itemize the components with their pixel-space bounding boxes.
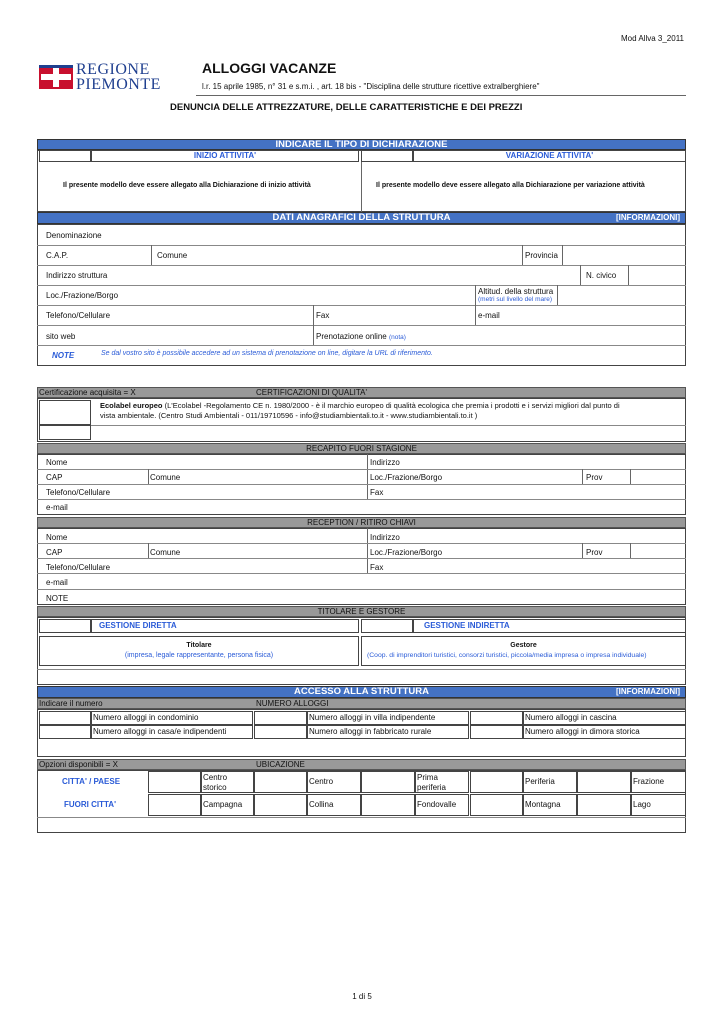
divider bbox=[37, 484, 686, 485]
divider bbox=[313, 305, 314, 325]
certificazioni-title: CERTIFICAZIONI DI QUALITA' bbox=[256, 388, 368, 397]
divider bbox=[37, 245, 686, 246]
note-text: Se dal vostro sito è possibile accedere ad un sistema di prenotazione on line, digitare la URL di riferimento. bbox=[101, 350, 433, 357]
info-link-accesso[interactable]: [INFORMAZIONI] bbox=[616, 687, 680, 696]
divider bbox=[557, 285, 558, 305]
divider bbox=[475, 305, 476, 325]
gestore-cell bbox=[361, 636, 686, 666]
inizio-checkbox[interactable] bbox=[39, 150, 91, 162]
divider bbox=[630, 543, 631, 558]
villa-label: Numero alloggi in villa indipendente bbox=[309, 713, 436, 722]
regione-piemonte-logo bbox=[39, 60, 161, 94]
logo-text-top: REGIONE bbox=[76, 61, 150, 78]
divider bbox=[37, 285, 686, 286]
altitudine-sub: (metri sul livello del mare) bbox=[478, 296, 553, 303]
recapito-comune: Comune bbox=[150, 473, 181, 482]
law-reference: l.r. 15 aprile 1985, n° 31 e s.m.i. , art. 18 bis - "Disciplina delle strutture ricettive extralberghiere" bbox=[202, 82, 540, 91]
section-header-anagrafici: DATI ANAGRAFICI DELLA STRUTTURA bbox=[37, 212, 686, 224]
reception-telefono: Telefono/Cellulare bbox=[46, 563, 111, 572]
reception-loc: Loc./Frazione/Borgo bbox=[370, 548, 443, 557]
recapito-email: e-mail bbox=[46, 503, 68, 512]
section-header-reception: RECEPTION / RITIRO CHIAVI bbox=[37, 517, 686, 528]
divider bbox=[37, 817, 686, 818]
titolare-cell bbox=[39, 636, 359, 666]
section-header-accesso: ACCESSO ALLA STRUTTURA bbox=[37, 686, 686, 698]
divider bbox=[148, 543, 149, 558]
divider bbox=[628, 265, 629, 285]
citta-label: CITTA' / PAESE bbox=[62, 777, 121, 786]
page-number: 1 di 5 bbox=[352, 992, 372, 1001]
condominio-input[interactable] bbox=[39, 711, 91, 725]
divider bbox=[196, 95, 686, 96]
divider bbox=[91, 425, 686, 426]
logo-text-bottom: PIEMONTE bbox=[76, 76, 161, 93]
ecolabel-checkbox[interactable] bbox=[39, 400, 91, 425]
cap-label: C.A.P. bbox=[46, 251, 69, 260]
provincia-label: Provincia bbox=[525, 251, 558, 260]
prenotazione-text: Prenotazione online bbox=[316, 332, 387, 341]
montagna-checkbox[interactable] bbox=[470, 794, 523, 816]
gestione-indiretta-checkbox[interactable] bbox=[361, 619, 413, 633]
divider bbox=[37, 558, 686, 559]
divider bbox=[37, 469, 686, 470]
titolare-label: Titolare bbox=[186, 642, 212, 649]
condominio-label: Numero alloggi in condominio bbox=[93, 713, 199, 722]
reception-email: e-mail bbox=[46, 578, 68, 587]
reception-cap: CAP bbox=[46, 548, 63, 557]
divider bbox=[37, 573, 686, 574]
fondovalle-label: Fondovalle bbox=[417, 800, 457, 809]
inizio-label: INIZIO ATTIVITA' bbox=[193, 151, 257, 160]
fabbricato-label: Numero alloggi in fabbricato rurale bbox=[309, 727, 432, 736]
dimora-input[interactable] bbox=[470, 725, 523, 739]
email-label: e-mail bbox=[478, 311, 500, 320]
reception-nome: Nome bbox=[46, 533, 68, 542]
subheader-numero-alloggi bbox=[37, 698, 686, 709]
info-link-anagrafici[interactable]: [INFORMAZIONI] bbox=[616, 213, 680, 222]
page-subtitle: DENUNCIA DELLE ATTREZZATURE, DELLE CARATTERISTICHE E DEI PREZZI bbox=[170, 102, 523, 113]
campagna-checkbox[interactable] bbox=[148, 794, 201, 816]
recapito-indirizzo: Indirizzo bbox=[370, 458, 400, 467]
piemonte-flag-icon bbox=[39, 65, 73, 89]
divider bbox=[37, 543, 686, 544]
note-inizio: Il presente modello deve essere allegato alla Dichiarazione di inizio attività bbox=[63, 182, 311, 189]
subheader-ubicazione bbox=[37, 759, 686, 770]
ecolabel-desc1: (L'Ecolabel -Regolamento CE n. 1980/2000 - è il marchio europeo di qualità ecologica che premia i prodotti e i servizi migliori dal punto di bbox=[162, 401, 620, 410]
centro-storico-label-2: storico bbox=[203, 783, 227, 792]
frazione-label: Frazione bbox=[633, 777, 665, 786]
nota-link[interactable]: (nota) bbox=[388, 334, 406, 341]
note-label: NOTE bbox=[52, 351, 75, 360]
prenotazione-label bbox=[316, 332, 406, 341]
recapito-nome: Nome bbox=[46, 458, 68, 467]
divider bbox=[37, 589, 686, 590]
altitudine-label: Altitud. della struttura bbox=[478, 287, 554, 296]
divider bbox=[37, 499, 686, 500]
variazione-label: VARIAZIONE ATTIVITA' bbox=[505, 151, 594, 160]
casa-input[interactable] bbox=[39, 725, 91, 739]
comune-label: Comune bbox=[157, 251, 188, 260]
gestione-indiretta-label: GESTIONE INDIRETTA bbox=[424, 621, 510, 630]
recapito-loc: Loc./Frazione/Borgo bbox=[370, 473, 443, 482]
divider bbox=[37, 305, 686, 306]
collina-checkbox[interactable] bbox=[254, 794, 307, 816]
opzioni-label: Opzioni disponibili = X bbox=[39, 760, 118, 769]
divider bbox=[630, 469, 631, 484]
recapito-cap: CAP bbox=[46, 473, 63, 482]
section-header-recapito: RECAPITO FUORI STAGIONE bbox=[37, 443, 686, 454]
casa-label: Numero alloggi in casa/e indipendenti bbox=[93, 727, 227, 736]
cascina-input[interactable] bbox=[470, 711, 523, 725]
reception-indirizzo: Indirizzo bbox=[370, 533, 400, 542]
lago-checkbox[interactable] bbox=[577, 794, 631, 816]
sito-label: sito web bbox=[46, 332, 76, 341]
frazione-checkbox[interactable] bbox=[577, 771, 631, 793]
campagna-label: Campagna bbox=[203, 800, 243, 809]
centro-storico-checkbox[interactable] bbox=[148, 771, 201, 793]
recapito-telefono: Telefono/Cellulare bbox=[46, 488, 111, 497]
cascina-label: Numero alloggi in cascina bbox=[525, 713, 617, 722]
gestore-label: Gestore bbox=[510, 642, 537, 649]
note-variazione: Il presente modello deve essere allegato alla Dichiarazione per variazione attività bbox=[376, 182, 645, 189]
variazione-checkbox[interactable] bbox=[361, 150, 413, 162]
divider bbox=[313, 325, 314, 345]
centro-storico-label-1: Centro bbox=[203, 773, 228, 782]
divider bbox=[580, 265, 581, 285]
fuori-citta-label: FUORI CITTA' bbox=[64, 800, 116, 809]
divider bbox=[361, 162, 362, 212]
ecolabel-line1 bbox=[100, 401, 620, 410]
page-title: ALLOGGI VACANZE bbox=[202, 60, 337, 76]
divider bbox=[562, 245, 563, 265]
prima-periferia-checkbox[interactable] bbox=[361, 771, 415, 793]
divider bbox=[37, 325, 686, 326]
numero-alloggi-title: NUMERO ALLOGGI bbox=[256, 699, 329, 708]
section-header-tipo: INDICARE IL TIPO DI DICHIARAZIONE bbox=[37, 139, 686, 150]
ecolabel-title: Ecolabel europeo bbox=[100, 401, 163, 410]
divider bbox=[475, 285, 476, 305]
reception-comune: Comune bbox=[150, 548, 181, 557]
civico-label: N. civico bbox=[586, 271, 617, 280]
dimora-label: Numero alloggi in dimora storica bbox=[525, 727, 640, 736]
indirizzo-label: Indirizzo struttura bbox=[46, 271, 108, 280]
form-code: Mod Allva 3_2011 bbox=[620, 34, 684, 43]
divider bbox=[37, 669, 686, 670]
ubicazione-title: UBICAZIONE bbox=[256, 760, 305, 769]
divider bbox=[582, 469, 583, 484]
indicare-numero-label: Indicare il numero bbox=[39, 699, 103, 708]
gestione-diretta-checkbox[interactable] bbox=[39, 619, 91, 633]
gestione-diretta-label: GESTIONE DIRETTA bbox=[99, 621, 177, 630]
prima-periferia-label-1: Prima bbox=[417, 773, 438, 782]
divider bbox=[37, 345, 686, 346]
divider bbox=[151, 245, 152, 265]
periferia-checkbox[interactable] bbox=[470, 771, 523, 793]
reception-fax: Fax bbox=[370, 563, 384, 572]
gestore-sub: (Coop. di imprenditori turistici, consorzi turistici, piccola/media impresa o impresa individuale) bbox=[367, 652, 647, 659]
recapito-fax: Fax bbox=[370, 488, 384, 497]
montagna-label: Montagna bbox=[525, 800, 561, 809]
titolare-sub: (impresa, legale rappresentante, persona fisica) bbox=[124, 652, 274, 659]
certificazione-extra-checkbox[interactable] bbox=[39, 425, 91, 440]
reception-prov: Prov bbox=[586, 548, 603, 557]
ecolabel-line2: vista ambientale. (Centro Studi Ambientali - 011/19710596 - info@studiambientali.to.it - www.studiambientali.to.it ) bbox=[100, 411, 478, 420]
centro-checkbox[interactable] bbox=[254, 771, 307, 793]
fabbricato-input[interactable] bbox=[254, 725, 307, 739]
villa-input[interactable] bbox=[254, 711, 307, 725]
loc-label: Loc./Frazione/Borgo bbox=[46, 291, 119, 300]
divider bbox=[367, 454, 368, 499]
denominazione-label: Denominazione bbox=[46, 231, 102, 240]
divider bbox=[148, 469, 149, 484]
divider bbox=[37, 265, 686, 266]
lago-label: Lago bbox=[633, 800, 651, 809]
recapito-prov: Prov bbox=[586, 473, 603, 482]
centro-label: Centro bbox=[309, 777, 334, 786]
periferia-label: Periferia bbox=[525, 777, 555, 786]
divider bbox=[522, 245, 523, 265]
prima-periferia-label-2: periferia bbox=[417, 783, 446, 792]
reception-note: NOTE bbox=[46, 594, 69, 603]
collina-label: Collina bbox=[309, 800, 334, 809]
fondovalle-checkbox[interactable] bbox=[361, 794, 415, 816]
telefono-label: Telefono/Cellulare bbox=[46, 311, 111, 320]
divider bbox=[582, 543, 583, 558]
section-header-titolare: TITOLARE E GESTORE bbox=[37, 606, 686, 617]
reception-box bbox=[37, 528, 686, 605]
certificazione-acquisita-label: Certificazione acquisita = X bbox=[39, 388, 136, 397]
fax-label: Fax bbox=[316, 311, 330, 320]
divider bbox=[367, 528, 368, 573]
